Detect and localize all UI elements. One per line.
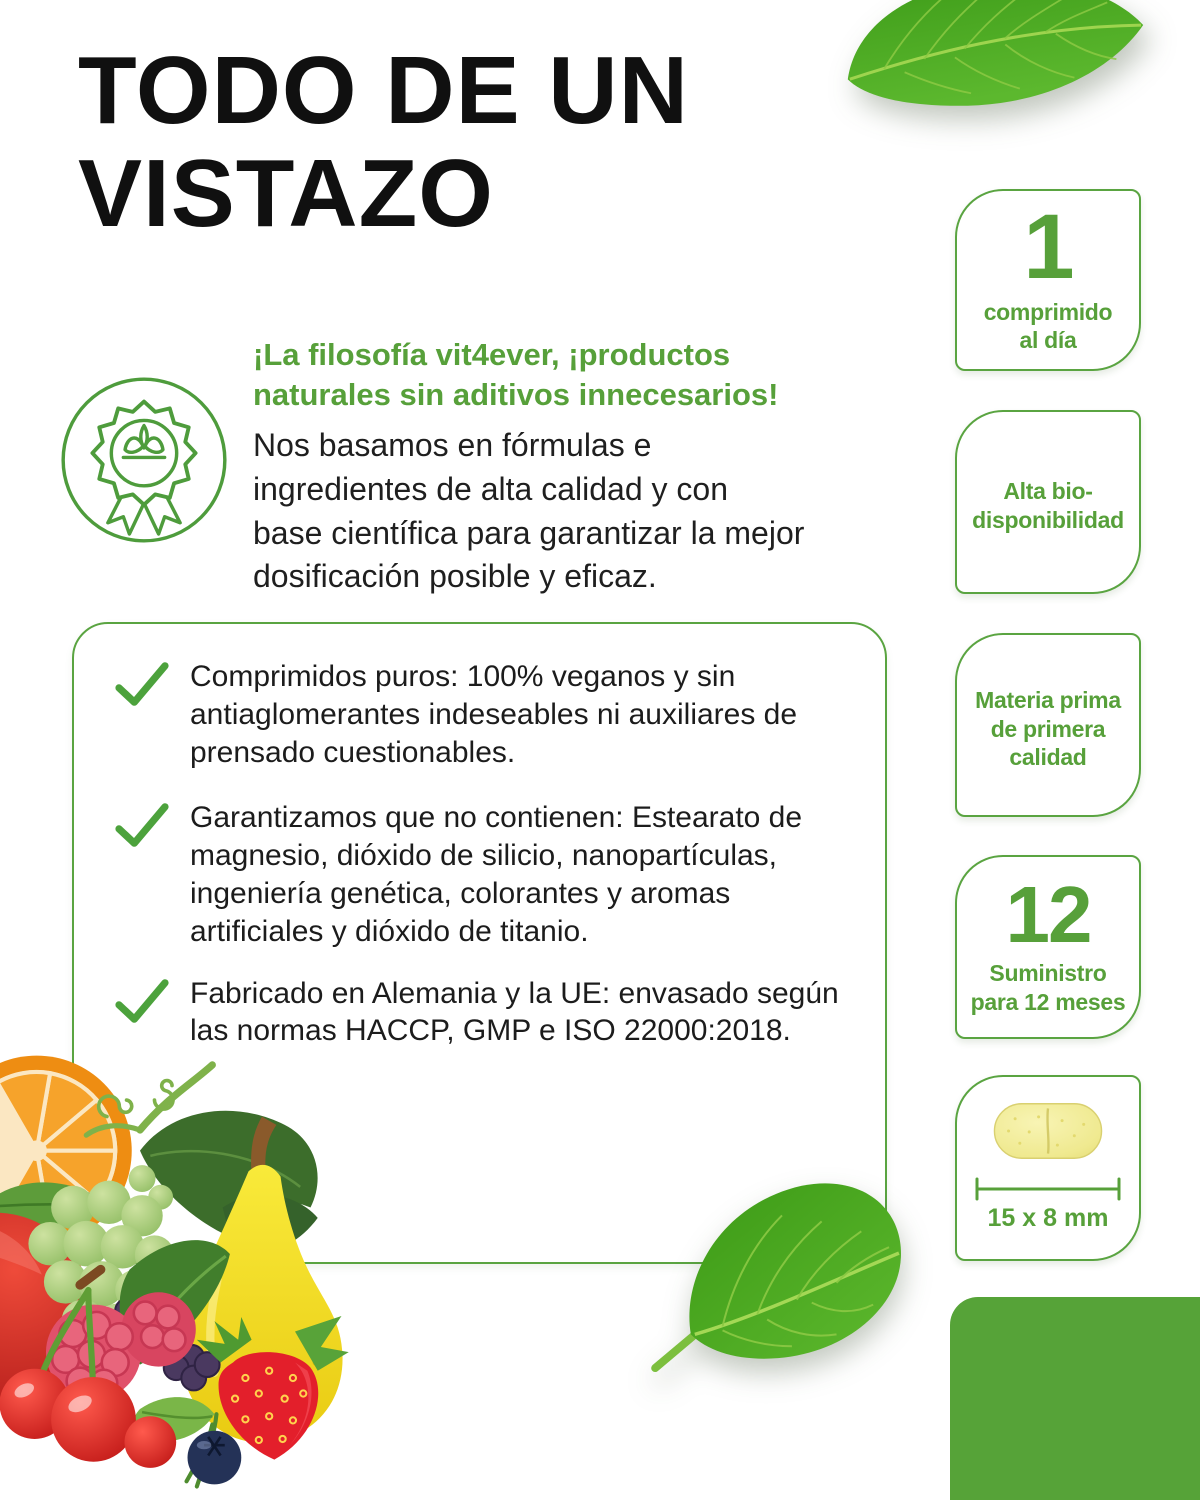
philosophy-body [253, 424, 804, 599]
badge-raw-material [955, 633, 1141, 817]
size-ruler-icon [973, 1176, 1123, 1202]
leaf-icon [838, 0, 1151, 124]
leaf-image-top [842, 0, 1148, 116]
philosophy-body-line3: base científica para garantizar la mejor [253, 514, 805, 551]
checklist-item [74, 975, 885, 1051]
checklist-line: las normas HACCP, GMP e ISO 22000:2018. [190, 1014, 791, 1048]
checklist-line: Comprimidos puros: 100% veganos y sin [190, 660, 736, 693]
badge-bioavailability [955, 410, 1141, 594]
checklist-line: prensado cuestionables. [190, 735, 516, 769]
checklist-item [74, 799, 885, 950]
checklist-line: magnesio, dióxido de silicio, nanopartículas, [190, 839, 778, 873]
philosophy-headline-line2: naturales sin aditivos innecesarios! [253, 377, 779, 413]
checklist-line: antiaglomerantes indeseables ni auxiliares de [190, 697, 798, 731]
label-line: comprimido [983, 298, 1113, 325]
checklist-item-text [190, 799, 802, 950]
page-title [78, 37, 689, 247]
leaf-image-bottom [650, 1156, 914, 1374]
label-line: Materia prima [975, 687, 1121, 714]
philosophy-body-line1: Nos basamos en fórmulas e [253, 427, 652, 463]
check-icon [114, 802, 170, 848]
raw-material-label [975, 686, 1121, 772]
philosophy-headline [253, 335, 778, 416]
checklist-line: Fabricado en Alemania y la UE: envasado según [190, 976, 839, 1010]
philosophy-body-line2: ingredientes de alta calidad y con [253, 470, 728, 507]
supply-number: 12 [1005, 869, 1091, 959]
badge-supply [955, 855, 1141, 1039]
label-line: de primera [990, 715, 1106, 742]
philosophy-headline-line1: ¡La filosofía vit4ever, ¡productos [253, 337, 731, 372]
fruit-medley-illustration [0, 1052, 357, 1500]
checklist-item-text [190, 975, 839, 1051]
page-title-line2: VISTAZO [78, 139, 494, 247]
bioavailability-label [972, 477, 1124, 534]
green-corner-panel [950, 1297, 1200, 1500]
tablet-dimension-label: 15 x 8 mm [987, 1203, 1109, 1232]
blueberry [188, 1431, 242, 1485]
page-title-line1: TODO DE UN [78, 37, 689, 144]
label-line: Suministro [989, 960, 1107, 987]
checklist-item [74, 658, 885, 771]
daily-dose-number: 1 [1023, 196, 1073, 299]
quality-seal-badge-icon [58, 374, 230, 546]
checklist-item-text [190, 658, 797, 771]
label-line: al día [1019, 327, 1077, 354]
check-icon [114, 978, 170, 1024]
leaf-icon [650, 1156, 914, 1374]
label-line: Alta bio- [1003, 478, 1093, 505]
philosophy-body-line4: dosificación posible y eficaz. [253, 558, 657, 595]
badge-daily-dose [955, 189, 1141, 371]
label-line: para 12 meses [970, 988, 1126, 1015]
checklist-line: ingeniería genética, colorantes y aromas [190, 876, 731, 910]
supply-label [971, 959, 1126, 1016]
check-icon [114, 661, 170, 707]
label-line: calidad [1009, 744, 1087, 771]
badge-tablet-size [955, 1075, 1141, 1261]
checklist-line: artificiales y dióxido de titanio. [190, 914, 589, 948]
tablet-image [990, 1100, 1106, 1162]
checklist-line: Garantizamos que no contienen: Estearato de [190, 801, 803, 835]
daily-dose-label [984, 298, 1113, 355]
label-line: disponibilidad [972, 507, 1124, 533]
